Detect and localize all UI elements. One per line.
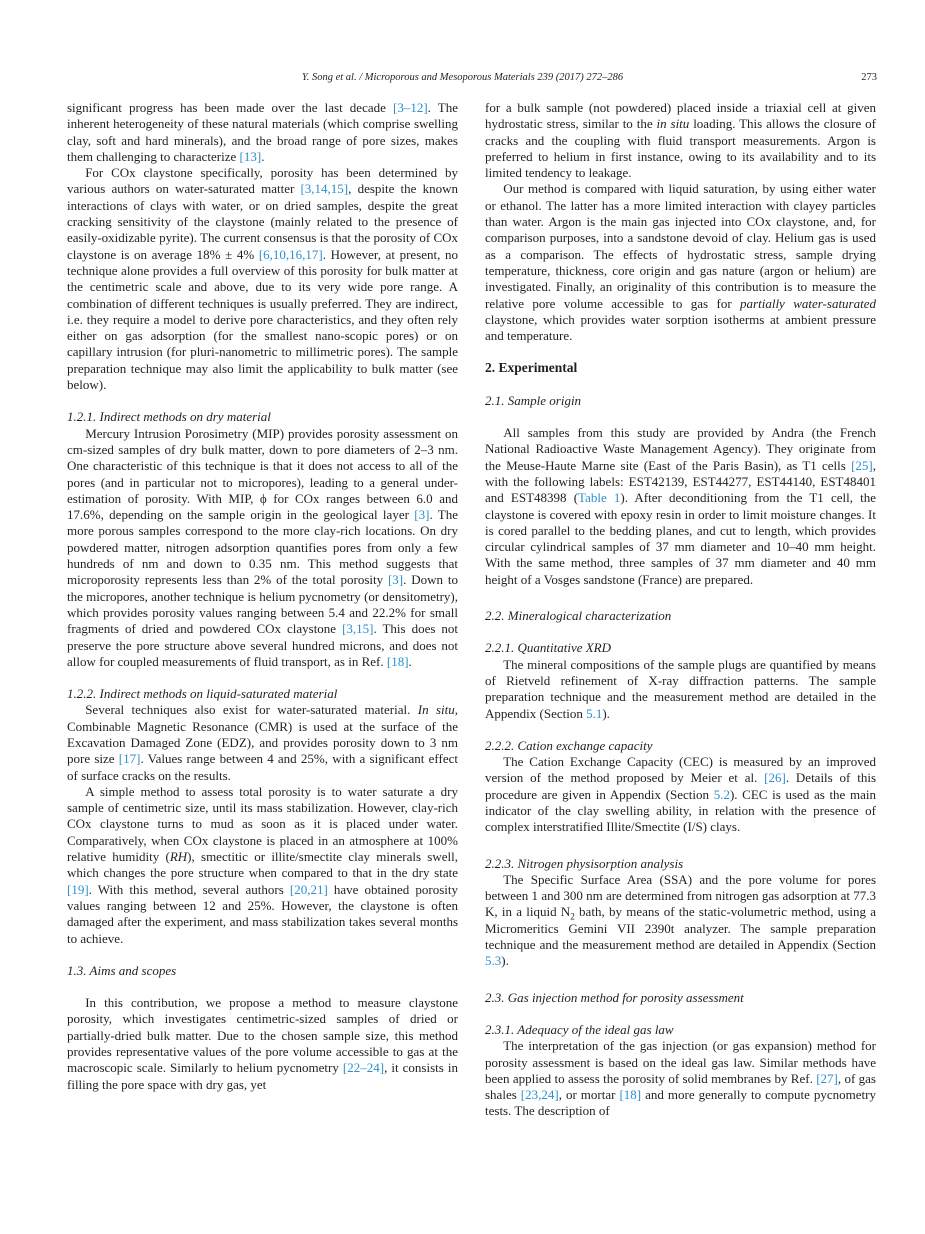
paragraph: significant progress has been made over the last decade [3–12]. The inherent heterogeneity of these natural materials (which comprise swelling clay, soft and hard minerals), and the broad range of pore sizes, makes them challenging to characterize [13].	[67, 100, 459, 164]
paragraph: Several techniques also exist for water-saturated material. In situ, Combinable Magnetic Resonance (CMR) is used at the surface of the Excavation Damaged Zone (EDZ), and provides porosity down to 3 nm pore size [17]. Values range between 4 and 25%, with a significant effect of surface cracks on the results.	[67, 702, 458, 783]
citation-link[interactable]: [27]	[816, 1070, 838, 1086]
paragraph: Our method is compared with liquid saturation, by using either water or ethanol. The latter has a more limited interaction with clayey particles than water. Argon is the main gas injected into COx claystone, and, for comparison purposes, into a sandstone devoid of clay. Helium gas is used as a comparison. The effects of hydrostatic stress, sample drying temperature, thickness, core origin and gas nature (argon or helium) are investigated. Finally, an originality of this contribution is to measure the relative pore volume accessible to gas for partially water-saturated claystone, which provides water sorption isotherms at ambient pressure and temperature.	[485, 181, 876, 344]
citation-link[interactable]: [23,24]	[520, 1087, 559, 1103]
citation-link[interactable]: [18]	[386, 653, 409, 669]
paragraph: For COx claystone specifically, porosity has been determined by various authors on water-saturated matter [3,14,15], despite the known interactions of clays with water, or on dried samples, despite the great cracking sensitivity of the claystone (mainly related to the presence of easily-oxidizable pyrite). The current consensus is that the porosity of COx claystone is on average 18% ± 4% [6,10,16,17]. However, at present, no technique alone provides a full overview of this porosity for bulk matter at the centimetric scale and above, due to its very wide pore range. A combination of different techniques is usually preferred. They are indirect, i.e. they require a model to derive pore characteristics, and they often rely either on gas adsorption (for the smallest nano-scopic pores) or on capillary intrusion (for pluri-nanometric to millimetric pores). The sample preparation technique may also limit the applicability to bulk matter (see below).	[67, 165, 459, 393]
section-link[interactable]: 5.2	[713, 786, 730, 802]
section-heading-1-3: 1.3. Aims and scopes	[67, 962, 177, 978]
citation-link[interactable]: [3]	[387, 572, 404, 588]
section-link[interactable]: 5.1	[586, 705, 603, 721]
paragraph: Mercury Intrusion Porosimetry (MIP) provides porosity assessment on cm-sized samples of dry bulk matter, down to pore diameters of 2–3 nm. One characteristic of this technique is that it does not access to all of the pores (and in particular not to micropores), leading to a general under-estimation of porosity. With MIP, ϕ for COx ranges between 6.0 and 17.6%, depending on the sample origin in the geological layer [3]. The more porous samples correspond to the more clay-rich locations. On dry powdered matter, nitrogen adsorption quantifies pores from only a few hundreds of nm and down to 0.35 nm. This method suggests that microporosity represents less than 2% of the total porosity [3]. Down to the micropores, another technique is helium pycnometry (or densitometry), which provides porosity values ranging between 5.4 and 22.2% for small fragments of dried and powdered COx claystone [3,15]. This does not preserve the pore structure above several hundred microns, and does not allow for coupled measurements of fluid transport, as in Ref. [18].	[67, 425, 459, 669]
citation-link[interactable]: [3,14,15]	[300, 181, 349, 197]
section-heading-2: 2. Experimental	[485, 360, 578, 376]
citation-link[interactable]: [19]	[67, 881, 89, 897]
section-heading-2-3: 2.3. Gas injection method for porosity assessment	[485, 989, 744, 1005]
citation-link[interactable]: [17]	[118, 751, 141, 767]
left-column	[67, 100, 458, 1093]
paragraph: The mineral compositions of the sample plugs are quantified by means of Rietveld refinement of X-ray diffraction patterns. The sample preparation technique and the measurement method are detailed in the Appendix (Section 5.1).	[485, 656, 876, 721]
section-link[interactable]: 5.3	[485, 953, 502, 969]
citation-link[interactable]: [13]	[239, 148, 262, 164]
section-heading-2-1: 2.1. Sample origin	[485, 392, 582, 408]
paragraph: In this contribution, we propose a method to measure claystone porosity, which investigates centimetric-sized samples of dried or partially-dried bulk matter. Due to the chosen sample size, this method provides representative values of the pore volume accessible to gas at the macroscopic scale. Similarly to helium pycnometry [22–24], it consists in filling the pore space with dry gas, yet	[67, 995, 458, 1092]
citation-link[interactable]: [26]	[764, 770, 786, 786]
citation-link[interactable]: [6,10,16,17]	[258, 246, 323, 262]
citation-link[interactable]: [20,21]	[289, 881, 328, 897]
citation-link[interactable]: [3]	[414, 507, 430, 523]
citation-link[interactable]: [18]	[619, 1087, 642, 1103]
section-heading-2-2-3: 2.2.3. Nitrogen physisorption analysis	[485, 855, 684, 871]
section-heading-1-2-1: 1.2.1. Indirect methods on dry material	[67, 409, 271, 425]
paragraph: The Specific Surface Area (SSA) and the pore volume for pores between 1 and 300 nm are determined from nitrogen gas adsorption at 77.3 K, in a liquid $N_2$ bath, by means of the static-volumetric method, using a Micromeritics Gemini VII 2390t analyzer. The sample preparation technique and the measurement method are detailed in Appendix (Section 5.3).	[485, 871, 876, 969]
citation-link[interactable]: [22–24]	[342, 1060, 385, 1076]
section-heading-2-2-2: 2.2.2. Cation exchange capacity	[485, 737, 653, 753]
table-link[interactable]: Table 1	[578, 490, 621, 506]
citation-link[interactable]: [3–12]	[393, 100, 428, 115]
running-header	[0, 72, 925, 88]
section-heading-2-3-1: 2.3.1. Adequacy of the ideal gas law	[485, 1021, 674, 1037]
paragraph: for a bulk sample (not powdered) placed inside a triaxial cell at given hydrostatic stress, similar to the in situ loading. This allows the closure of cracks and the coupling with fluid transport measurements. Argon is preferred to helium in first instance, owing to its availability and to its limited tendency to leakage.	[485, 100, 876, 181]
citation-link[interactable]: [25]	[851, 457, 873, 473]
section-heading-2-2-1: 2.2.1. Quantitative XRD	[485, 640, 612, 656]
paragraph: All samples from this study are provided by Andra (the French National Radioactive Waste Management Agency). They originate from the Meuse-Haute Marne site (East of the Paris Basin), as T1 cells [25], with the following labels: EST42139, EST44277, EST44140, EST48401 and EST48398 (Table 1). After deconditioning from the T1 cell, the claystone is covered with epoxy resin in order to limit moisture changes. It is cored parallel to the bedding planes, and cut to length, which provides circular cylindrical samples of 37 mm diameter and 10–40 mm height. With the same method, three samples of 37 mm diameter and 40 mm height of a Vosges sandstone (France) are prepared.	[485, 425, 876, 587]
page-number: 273	[861, 72, 877, 83]
section-heading-2-2: 2.2. Mineralogical characterization	[485, 608, 672, 624]
running-title: Y. Song et al. / Microporous and Mesoporous Materials 239 (2017) 272–286	[301, 72, 624, 83]
paragraph: A simple method to assess total porosity is to water saturate a dry sample of centimetric size, until its mass stabilization. However, clay-rich COx claystone turns to mud as soon as it is placed under water. Comparatively, when COx claystone is placed in an atmosphere at 100% relative humidity (RH), smectitic or illite/smectite clay minerals swell, which changes the pore structure when compared to that in the dry state [19]. With this method, several authors [20,21] have obtained porosity values ranging between 12 and 25%. However, the claystone is often damaged after the experiment, and mass stabilization takes several months to achieve.	[67, 783, 458, 946]
paragraph: The Cation Exchange Capacity (CEC) is measured by an improved version of the method proposed by Meier et al. [26]. Details of this procedure are given in Appendix (Section 5.2). CEC is used as the main indicator of the clay swelling ability, in relation with the presence of complex interstratified Illite/Smectite (I/S) clays.	[485, 754, 877, 835]
citation-link[interactable]: [3,15]	[342, 621, 374, 637]
right-column	[485, 100, 876, 1120]
paragraph: The interpretation of the gas injection (or gas expansion) method for porosity assessment is based on the ideal gas law. Similar methods have been applied to assess the porosity of solid membranes by Ref. [27], of gas shales [23,24], or mortar [18] and more generally to compute pycnometry tests. The description of	[485, 1038, 876, 1119]
section-heading-1-2-2: 1.2.2. Indirect methods on liquid-saturated material	[67, 686, 338, 702]
